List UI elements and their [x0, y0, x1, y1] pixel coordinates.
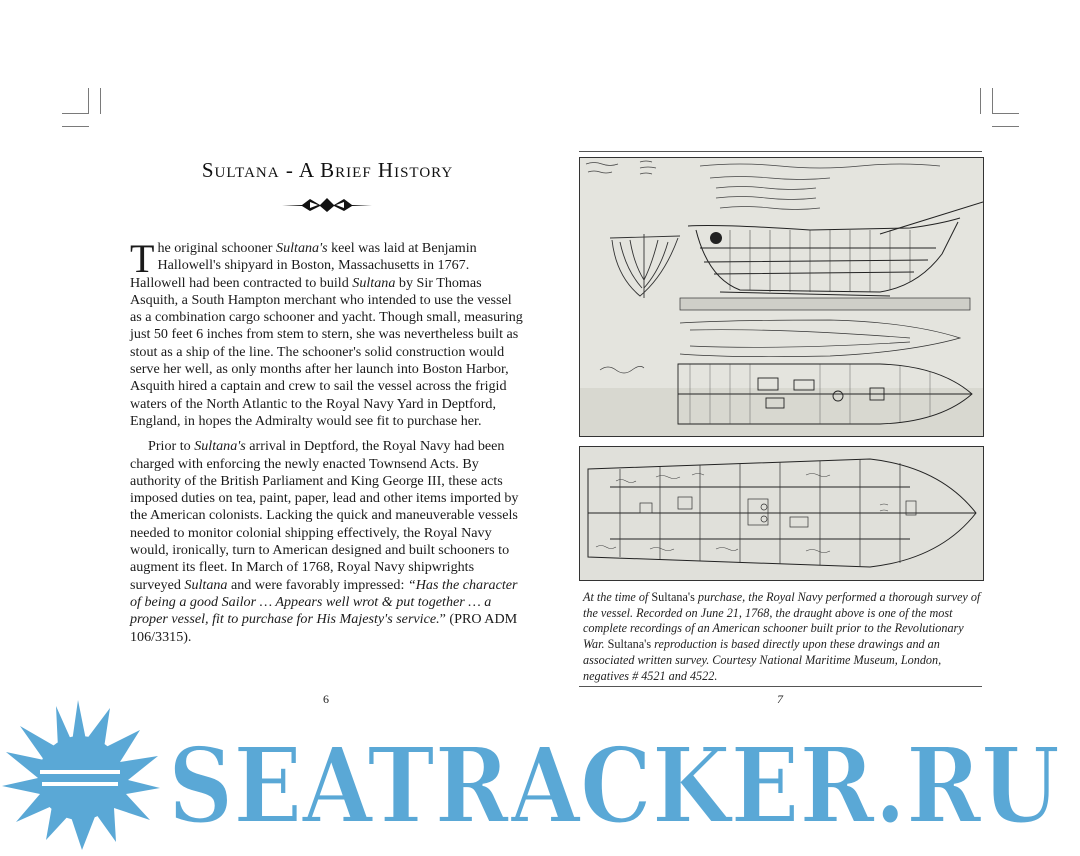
ship-draught-plan-image	[579, 446, 984, 581]
ship-name: Sultana's	[276, 240, 328, 256]
text-run: and were favorably impressed:	[227, 576, 408, 593]
text-run: keel was laid at Benjamin Hallowell's shipyard in Boston, Massachusetts in 1767. Hallowell had been contracted to build	[130, 240, 477, 291]
page-number-left: 6	[323, 692, 329, 706]
draught-drawing-icon	[580, 158, 983, 436]
sun-burst-icon	[2, 700, 160, 850]
plan-drawing-icon	[580, 447, 983, 580]
top-rule	[579, 151, 982, 152]
caption-run: purchase, the Royal Navy performed a thorough survey of the vessel. Recorded on June 21, 1768, the draught above is one of the most complete recordings of an American schooner built prior to the Revolutionary War.	[583, 590, 981, 652]
crop-mark	[62, 126, 89, 127]
caption-run: reproduction is based directly upon these drawings and an associated written survey. Courtesy National Maritime Museum, London, negatives # 4521 and 4522.	[583, 637, 942, 683]
text-run: Prior to	[148, 438, 195, 455]
paragraph-1	[130, 236, 525, 430]
text-run: arrival in Deptford, the Royal Navy had been charged with enforcing the newly enacted Townsend Acts. By authority of the British Parliament and King George III, these acts imposed duties on tea, paint, paper, lead and other items imported by the American colonists. Lacking the quick and maneuverable vessels needed to monitor colonial shipping effectively, the Royal Navy would, ironically, turn to American designed and built schooners to augment its fleet. In March of 1768, Royal Navy shipwrights surveyed	[130, 438, 519, 593]
figure-caption	[583, 590, 983, 684]
crop-mark	[980, 88, 981, 114]
ornament-divider-icon	[280, 194, 374, 216]
article-body	[130, 236, 525, 654]
text-run: by Sir Thomas Asquith, a South Hampton merchant who intended to use the vessel as a combination cargo schooner and yacht. Though small, measuring just 50 feet 6 inches from stem to stern, she was nevertheless built as stout as a ship of the line. The schooner's solid construction would serve her well, as only months after her launch into Boston Harbor, Asquith hired a captain and crew to sail the vessel across the frigid waters of the North Atlantic to the Royal Navy Yard in Deptford, England, in hopes the Admiralty would see fit to purchase her.	[130, 274, 523, 429]
crop-mark	[88, 88, 89, 114]
ship-name: Sultana	[184, 576, 228, 593]
text-run: he original schooner	[157, 240, 277, 256]
ship-name: Sultana's	[651, 590, 695, 604]
watermark-logo	[0, 690, 1080, 856]
caption-run: At the time of	[583, 590, 652, 604]
ship-name: Sultana	[352, 274, 396, 291]
crop-mark	[992, 113, 1019, 114]
ship-name: Sultana's	[607, 637, 652, 652]
crop-mark	[992, 126, 1019, 127]
citation: ” (PRO ADM 106/3315).	[130, 611, 518, 645]
watermark-text: SEATRACKER.RU	[168, 724, 1060, 847]
ship-draught-profile-image	[579, 157, 984, 437]
crop-mark	[100, 88, 101, 114]
page-title: Sultana - A Brief History	[201, 158, 454, 182]
crop-mark	[62, 113, 89, 114]
crop-mark	[992, 88, 993, 114]
paragraph-2	[130, 438, 525, 646]
quotation: “Has the character of being a good Sailor … Appears well wrot & put together … a proper vessel, fit to purchase for His Majesty's service.	[130, 576, 518, 628]
page-number-right: 7	[777, 692, 783, 706]
bottom-rule	[579, 686, 982, 687]
ship-name: Sultana's	[194, 438, 246, 455]
drop-cap: T	[130, 236, 155, 281]
